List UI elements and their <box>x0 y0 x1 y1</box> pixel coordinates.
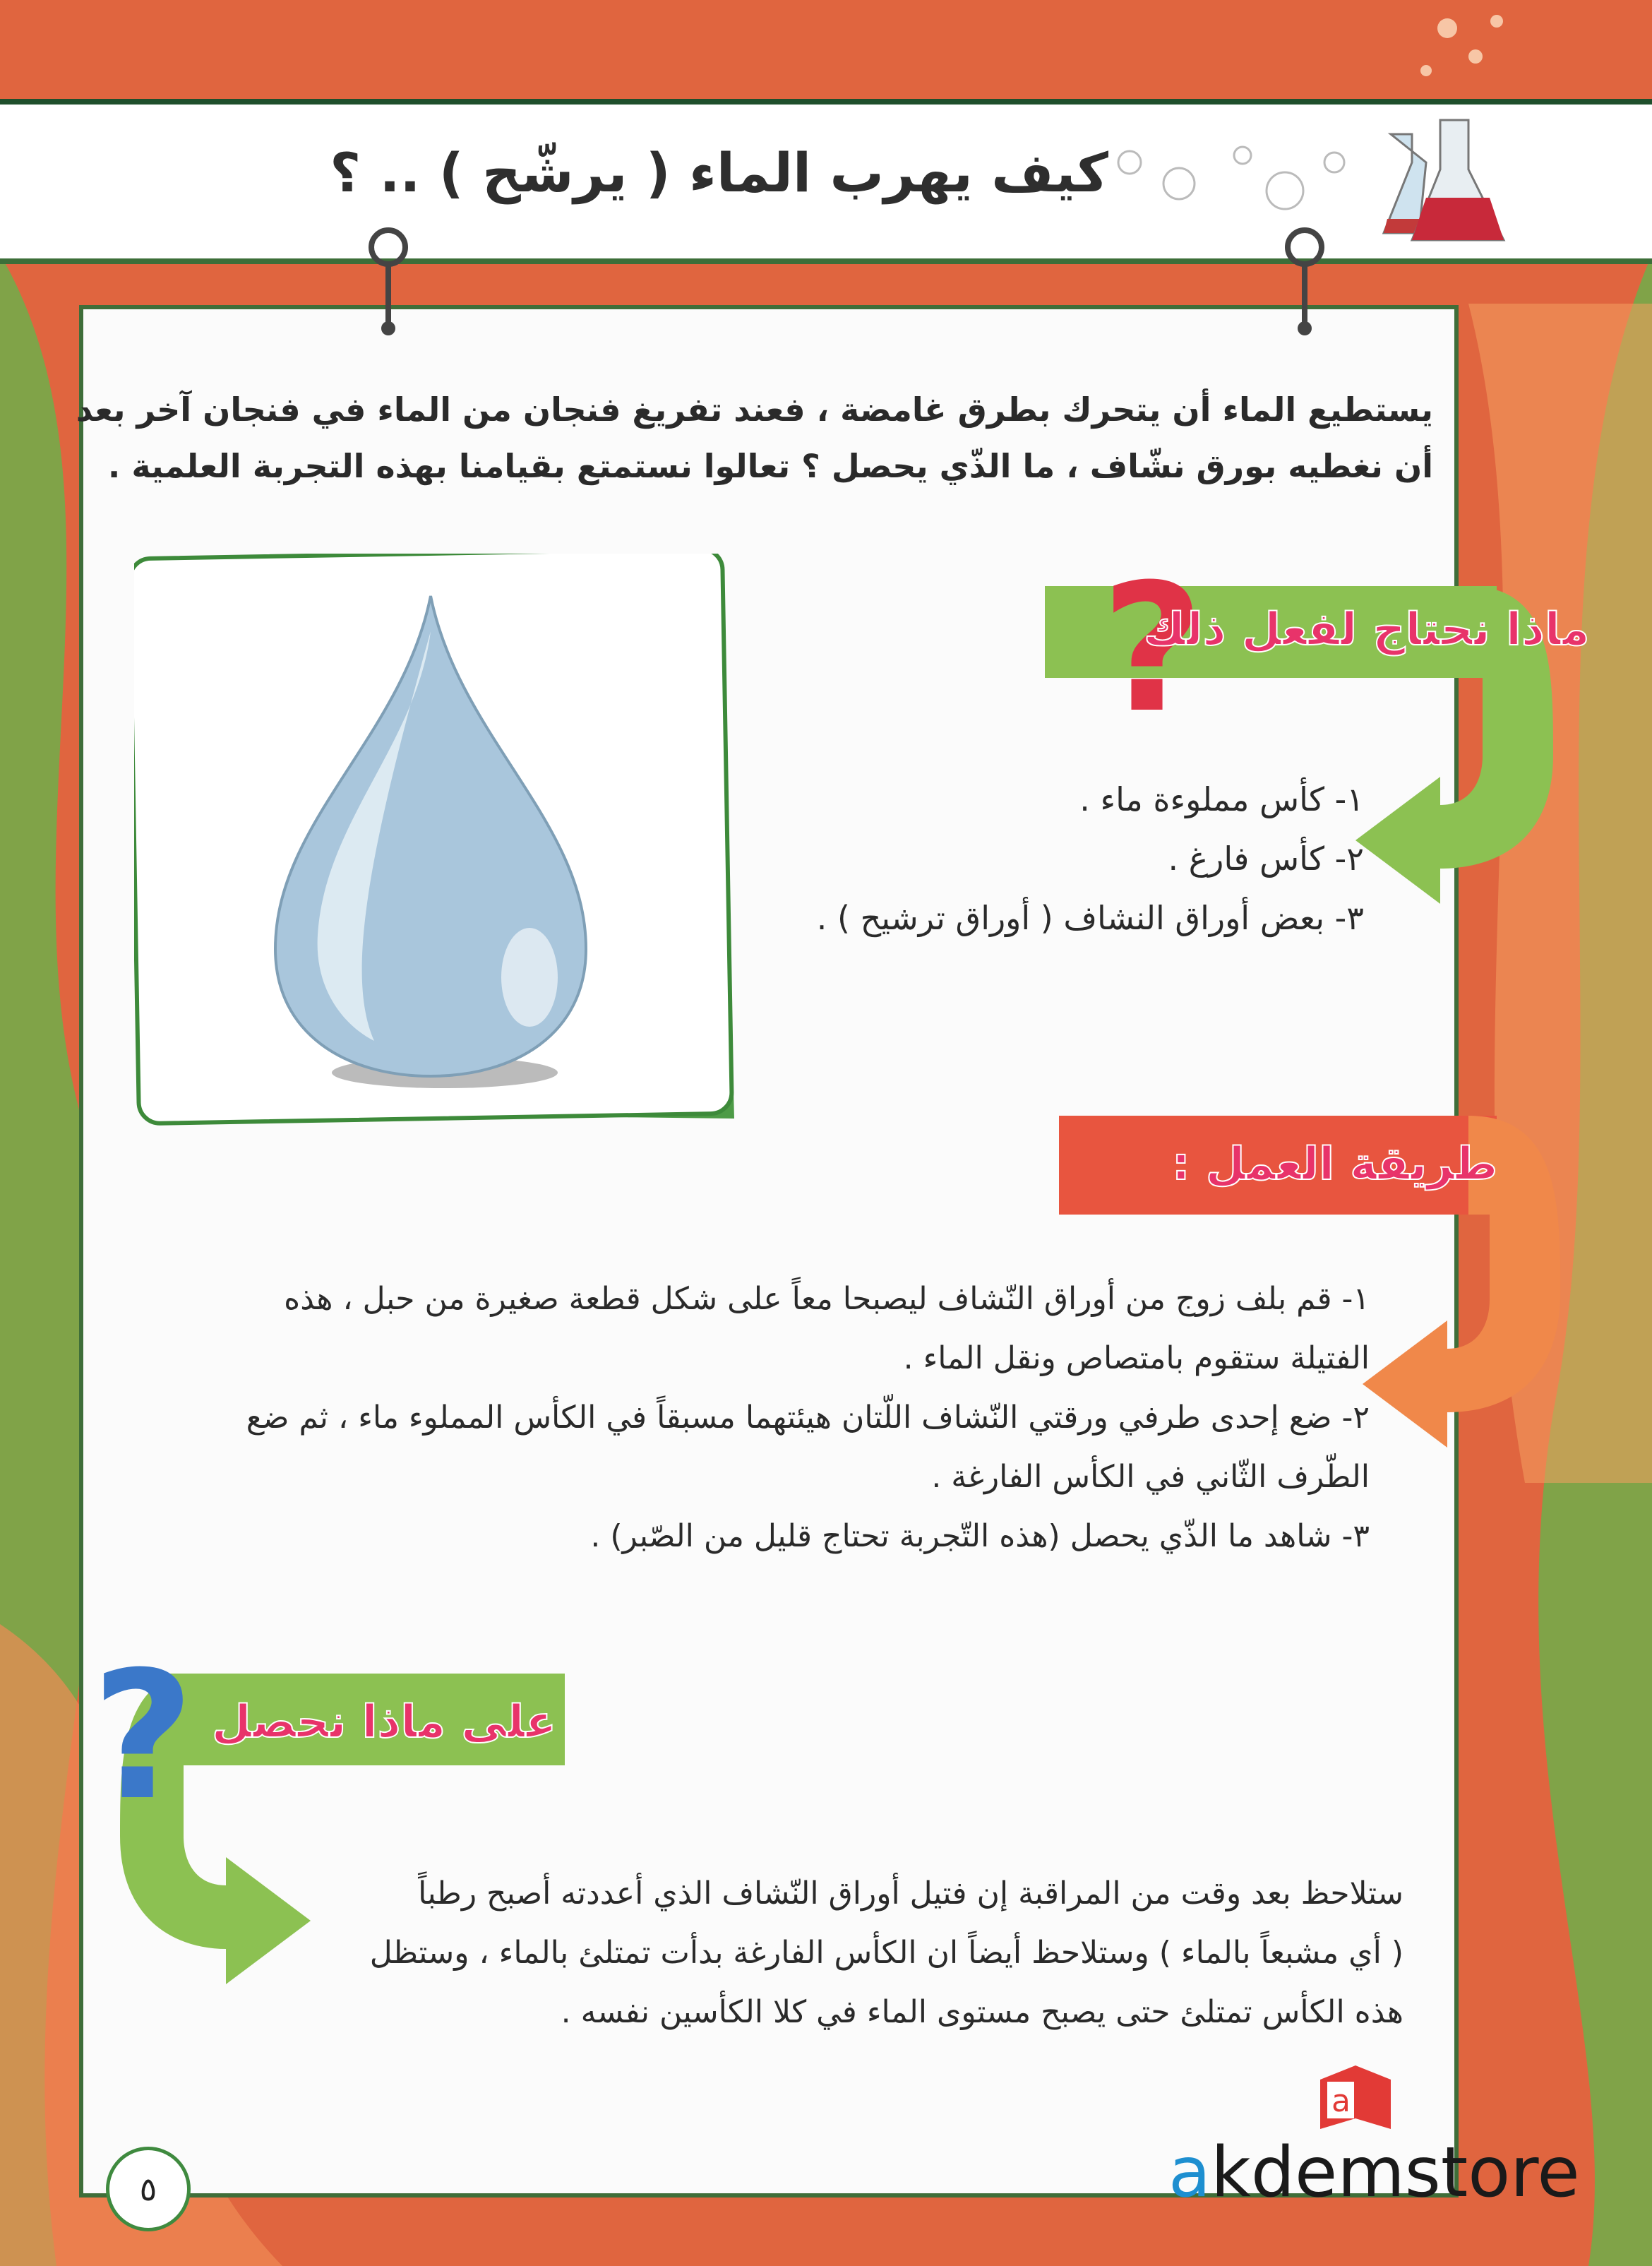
binder-ring-icon <box>360 219 417 339</box>
needs-list <box>817 770 1364 948</box>
step-line: ٢- ضع إحدى طرفي ورقتي النّشاف اللّتان هيئتهما مسبقاً في الكأس المملوء ماء ، ثم ضع <box>246 1400 1370 1436</box>
brand-logo[interactable] <box>1168 2133 1580 2213</box>
step-line: ٣- شاهد ما الذّي يحصل (هذه التّجربة تحتاج قليل من الصّبر) . <box>590 1518 1370 1554</box>
intro-paragraph <box>76 381 1433 494</box>
list-item: ٢- كأس فارغ . <box>1168 840 1364 878</box>
binder-ring-icon <box>1276 219 1333 339</box>
svg-text:?: ? <box>92 1652 195 1839</box>
water-drop-image <box>134 554 741 1126</box>
flask-icon <box>1370 113 1511 254</box>
result-line: ( أي مشبعاً بالماء ) وستلاحظ أيضاً ان الكأس الفارغة بدأت تمتلئ بالماء ، وستظل <box>369 1935 1403 1971</box>
step-line: الطّرف الثّاني في الكأس الفارغة . <box>931 1459 1370 1495</box>
result-heading: على ماذا نحصل <box>212 1696 556 1748</box>
step-line: الفتيلة ستقوم بامتصاص ونقل الماء . <box>903 1340 1370 1376</box>
result-line: ستلاحظ بعد وقت من المراقبة إن فتيل أوراق النّشاف الذي أعددته أصبح رطباً <box>418 1876 1403 1912</box>
result-line: هذه الكأس تمتلئ حتى يصبح مستوى الماء في كلا الكأسين نفسه . <box>561 1994 1403 2030</box>
logo-text-rest: kdemstore <box>1211 2133 1580 2213</box>
intro-line: أن نغطيه بورق نشّاف ، ما الذّي يحصل ؟ تعالوا نستمتع بقيامنا بهذه التجربة العلمية . <box>107 447 1433 485</box>
list-item: ٣- بعض أوراق النشاف ( أوراق ترشيح ) . <box>816 899 1364 937</box>
result-paragraph <box>370 1864 1403 2042</box>
book-logo-icon <box>1313 2062 1398 2133</box>
method-steps <box>246 1270 1370 1566</box>
method-heading: طريقة العمل : <box>1172 1138 1498 1191</box>
logo-badge-letter: a <box>1331 2083 1351 2119</box>
page-number: ٥ <box>106 2147 191 2231</box>
svg-text:?: ? <box>1101 572 1204 751</box>
intro-line: يستطيع الماء أن يتحرك بطرق غامضة ، فعند تفريغ فنجان من الماء في فنجان آخر بعد <box>76 390 1433 429</box>
logo-text-a: a <box>1168 2133 1211 2213</box>
step-line: ١- قم بلف زوج من أوراق النّشاف ليصبحا معاً على شكل قطعة صغيرة من حبل ، هذه <box>284 1281 1370 1317</box>
list-item: ١- كأس مملوءة ماء . <box>1079 780 1364 818</box>
needs-heading: ماذا نحتاج لفعل ذلك <box>1144 604 1590 656</box>
page-title: كيف يهرب الماء ( يرشّح ) .. ؟ <box>330 141 1108 204</box>
